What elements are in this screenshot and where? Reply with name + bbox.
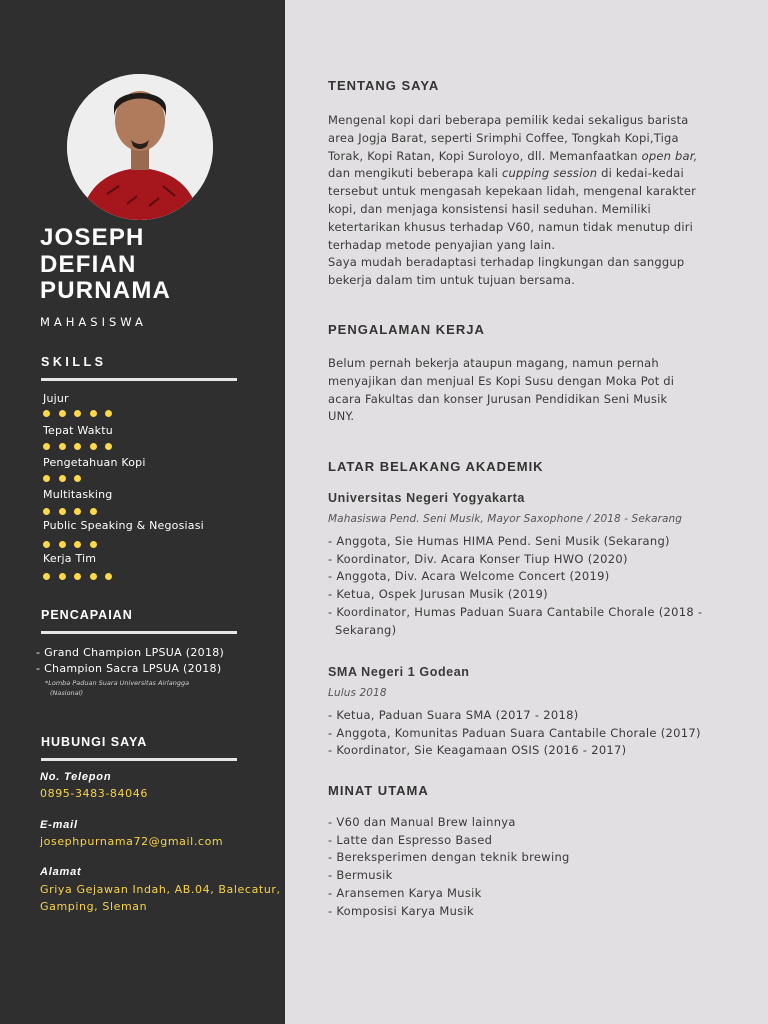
interests-heading: MINAT UTAMA [328, 783, 429, 798]
achievements-heading: PENCAPAIAN [41, 608, 133, 622]
skill-label: Pengetahuan Kopi [43, 456, 146, 469]
university-activities [328, 533, 738, 639]
about-heading: TENTANG SAYA [328, 78, 440, 93]
rating-dot [90, 541, 97, 548]
skills-heading: SKILLS [41, 355, 107, 369]
rating-dot [74, 508, 81, 515]
about-text-run: Torak, Kopi Ratan, Kopi Suroloyo, dll. Memanfaatkan [328, 148, 642, 163]
about-line: area Jogja Barat, seperti Srimphi Coffee, Tongkah Kopi,Tiga [328, 130, 679, 145]
about-emphasis: cupping session [501, 166, 598, 181]
rating-dot [43, 475, 50, 482]
list-item: - Anggota, Sie Humas HIMA Pend. Seni Musik (Sekarang) [328, 534, 670, 548]
sidebar [0, 0, 285, 1024]
about-line [328, 148, 728, 166]
about-text [328, 112, 728, 290]
rating-dot [74, 541, 81, 548]
rating-dot [105, 410, 112, 417]
experience-text [328, 355, 728, 426]
rating-dot [74, 475, 81, 482]
list-item: - Koordinator, Div. Acara Konser Tiup HWO (2020) [328, 551, 628, 566]
rating-dot [59, 508, 66, 515]
about-emphasis: open bar, [641, 148, 698, 163]
rating-dot [90, 443, 97, 450]
skill-rating [43, 573, 112, 580]
rating-dot [59, 541, 66, 548]
school-name: SMA Negeri 1 Godean [328, 665, 470, 679]
school-activities [328, 707, 738, 760]
about-line: terhadap metode penyajian yang lain. [328, 237, 556, 252]
address-label: Alamat [40, 866, 82, 878]
about-text-run: di kedai-kedai [597, 166, 684, 181]
about-line: kopi, dan menjaga konsistensi hasil seduhan. Memiliki [328, 201, 651, 216]
about-line: tersebut untuk mengasah kepekaan lidah, mengenal karakter [328, 184, 697, 199]
achievements-divider [41, 631, 237, 634]
education-heading: LATAR BELAKANG AKADEMIK [328, 459, 544, 474]
rating-dot [90, 410, 97, 417]
experience-line: menyajikan dan menjual Es Kopi Susu dengan Moka Pot di [328, 373, 675, 388]
phone-label: No. Telepon [40, 771, 112, 783]
rating-dot [105, 573, 112, 580]
rating-dot [90, 508, 97, 515]
skill-label: Multitasking [43, 488, 113, 501]
about-line: ketertarikan khusus terhadap V60, namun tidak menutup diri [328, 219, 694, 234]
university-detail: Mahasiswa Pend. Seni Musik, Mayor Saxophone / 2018 - Sekarang [328, 513, 683, 525]
skill-label: Public Speaking & Negosiasi [43, 519, 204, 532]
rating-dot [90, 573, 97, 580]
list-item: - Bereksperimen dengan teknik brewing [328, 850, 570, 865]
rating-dot [74, 443, 81, 450]
skill-rating [43, 508, 97, 515]
rating-dot [43, 443, 50, 450]
contact-heading: HUBUNGI SAYA [41, 735, 148, 749]
rating-dot [105, 443, 112, 450]
rating-dot [74, 410, 81, 417]
role-title: MAHASISWA [40, 315, 147, 329]
address-line: Griya Gejawan Indah, AB.04, Balecatur, [40, 883, 281, 896]
list-item: - Koordinator, Sie Keagamaan OSIS (2016 - 2017) [328, 743, 627, 758]
rating-dot [59, 573, 66, 580]
list-item: - Latte dan Espresso Based [328, 832, 493, 847]
email-label: E-mail [40, 819, 78, 831]
list-item: - Aransemen Karya Musik [328, 885, 482, 900]
experience-line: acara Fakultas dan konser Jurusan Pendidikan Seni Musik [328, 391, 668, 406]
skill-label: Kerja Tim [43, 552, 97, 565]
achievement-note: (Nasional) [50, 689, 83, 697]
phone-number[interactable]: 0895-3483-84046 [40, 787, 148, 800]
list-item: - Anggota, Div. Acara Welcome Concert (2019) [328, 569, 610, 584]
about-line: Saya mudah beradaptasi terhadap lingkungan dan sanggup [328, 255, 685, 270]
about-line: Mengenal kopi dari beberapa pemilik kedai sekaligus barista [328, 113, 689, 127]
list-item: - Ketua, Paduan Suara SMA (2017 - 2018) [328, 708, 579, 722]
rating-dot [59, 443, 66, 450]
contact-divider [41, 758, 237, 761]
list-item: - Komposisi Karya Musik [328, 903, 474, 918]
about-line: bekerja dalam tim untuk tujuan bersama. [328, 273, 576, 288]
experience-heading: PENGALAMAN KERJA [328, 322, 485, 337]
interests-list [328, 814, 738, 920]
name-line: JOSEPH [40, 224, 145, 251]
list-item: - Bermusik [328, 868, 393, 883]
about-text-run: dan mengikuti beberapa kali [328, 166, 502, 181]
rating-dot [43, 410, 50, 417]
skills-divider [41, 378, 237, 381]
experience-line: Belum pernah bekerja ataupun magang, namun pernah [328, 356, 659, 370]
name-line: PURNAMA [40, 277, 172, 304]
main-content [285, 0, 768, 1024]
achievement-note: *Lomba Paduan Suara Universitas Airlangga [45, 679, 190, 687]
skill-label: Jujur [43, 392, 69, 405]
achievement-item: - Grand Champion LPSUA (2018) [36, 646, 225, 659]
about-line [328, 165, 728, 183]
achievement-item: - Champion Sacra LPSUA (2018) [36, 662, 222, 675]
rating-dot [59, 475, 66, 482]
skill-rating [43, 475, 81, 482]
list-item: - V60 dan Manual Brew lainnya [328, 815, 516, 829]
address-line: Gamping, Sleman [40, 900, 148, 913]
rating-dot [59, 410, 66, 417]
rating-dot [74, 573, 81, 580]
skill-rating [43, 443, 112, 450]
name-line: DEFIAN [40, 250, 137, 278]
experience-line: UNY. [328, 409, 355, 424]
full-name [40, 225, 171, 305]
school-detail: Lulus 2018 [328, 687, 387, 699]
skill-rating [43, 410, 112, 417]
university-name: Universitas Negeri Yogyakarta [328, 491, 525, 505]
profile-photo [67, 74, 213, 220]
skill-label: Tepat Waktu [43, 424, 113, 437]
skill-rating [43, 541, 97, 548]
email-address[interactable]: josephpurnama72@gmail.com [40, 835, 224, 848]
rating-dot [43, 508, 50, 515]
list-item: - Koordinator, Humas Paduan Suara Cantabile Chorale (2018 - Sekarang) [328, 604, 703, 637]
list-item: - Ketua, Ospek Jurusan Musik (2019) [328, 587, 548, 602]
list-item: - Anggota, Komunitas Paduan Suara Cantabile Chorale (2017) [328, 725, 701, 740]
rating-dot [43, 541, 50, 548]
rating-dot [43, 573, 50, 580]
